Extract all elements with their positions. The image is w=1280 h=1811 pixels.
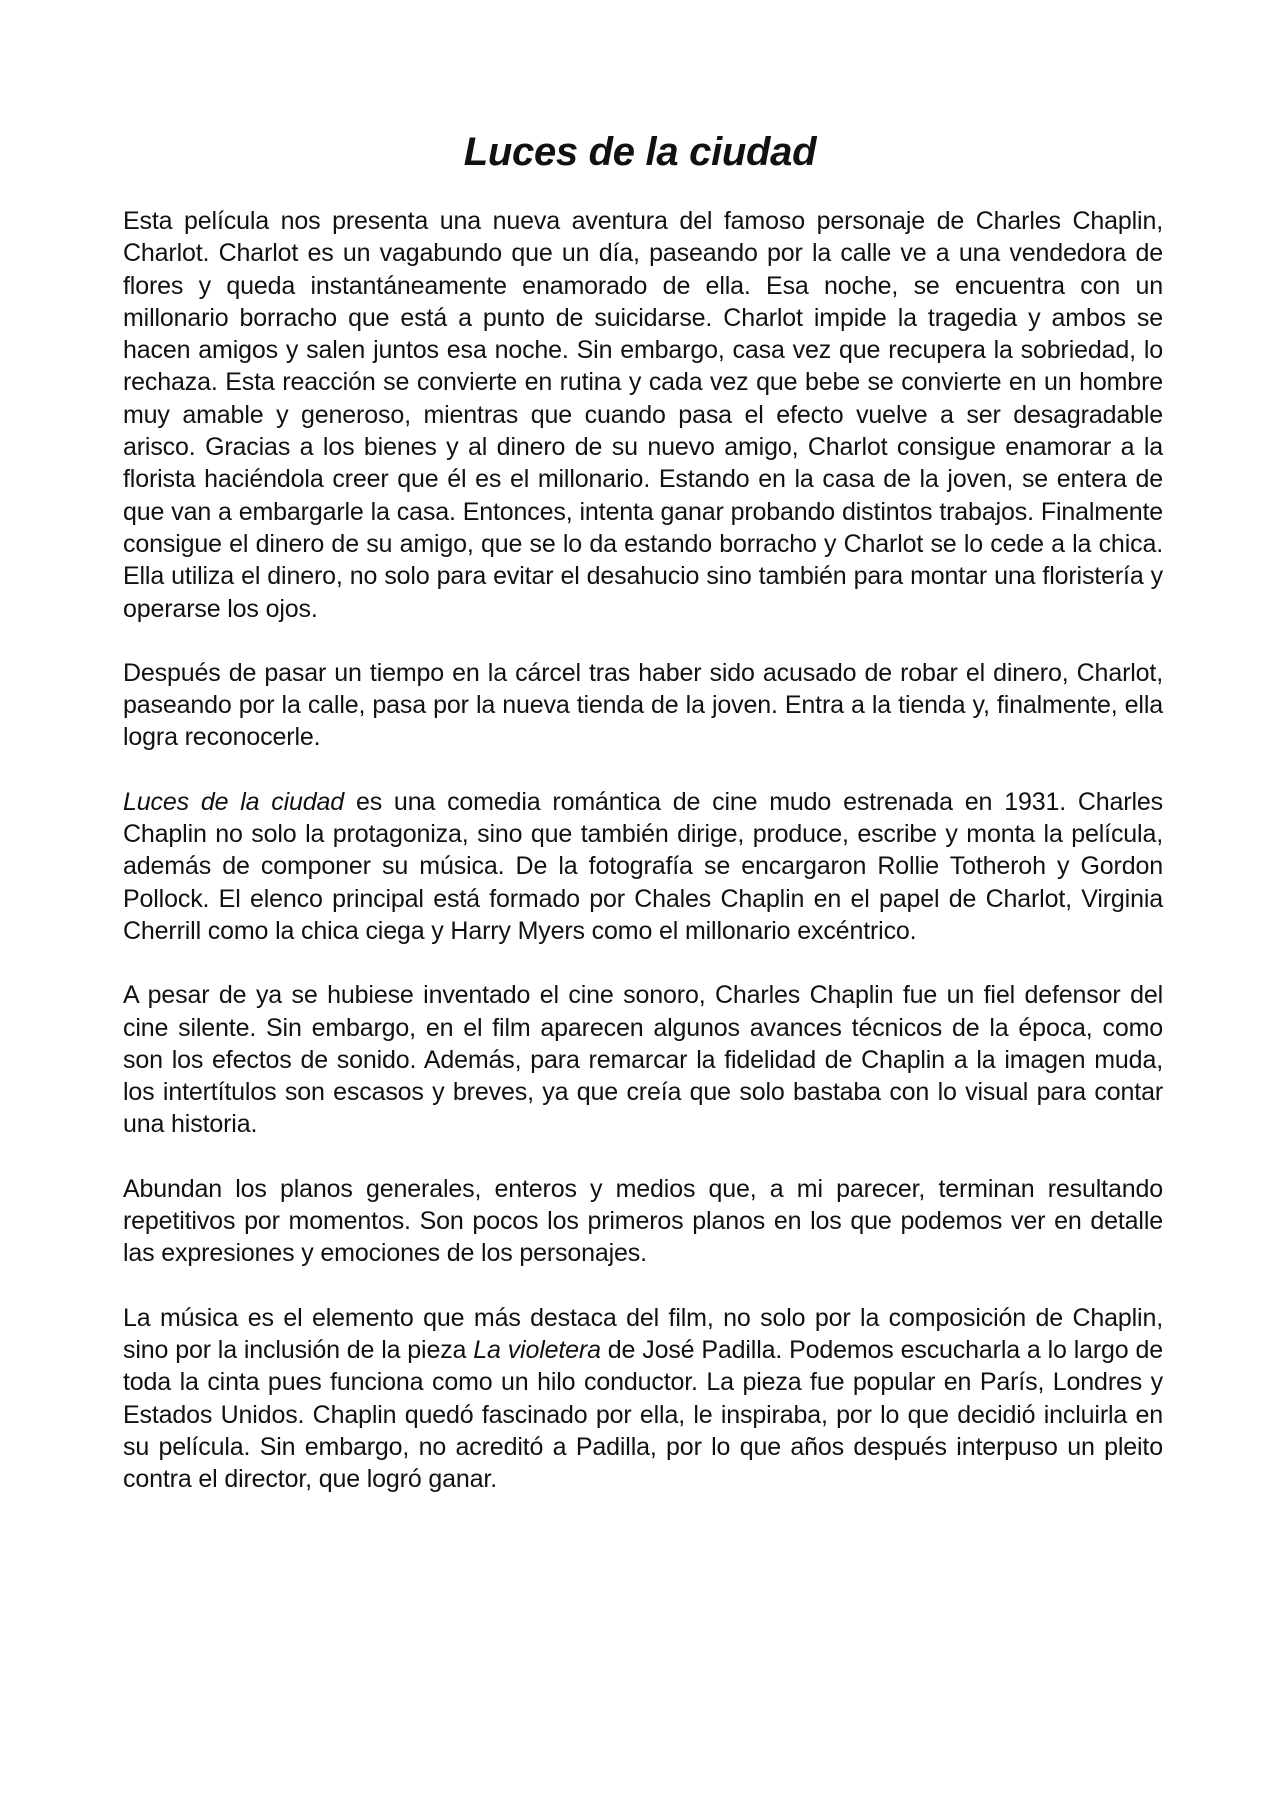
document-title: Luces de la ciudad xyxy=(463,130,817,174)
paragraph-text: Esta película nos presenta una nueva aventura del famoso personaje de Charles Chaplin, Charlot. Charlot es un vagabundo que un día, paseando por la calle ve a una vendedora de flores y queda instantáneamente enamorado de ella. Esa noche, se encuentra con un millonario borracho que está a punto de suicidarse. Charlot impide la tragedia y ambos se hacen amigos y salen juntos esa noche. Sin embargo, casa vez que recupera la sobriedad, lo rechaza. Esta reacción se convierte en rutina y cada vez que bebe se convierte en un hombre muy amable y generoso, mientras que cuando pasa el efecto vuelve a ser desagradable arisco. Gracias a los bienes y al dinero de su nuevo amigo, Charlot consigue enamorar a la florista haciéndola creer que él es el millonario. Estando en la casa de la joven, se entera de que van a embargarle la casa. Entonces, intenta ganar probando distintos trabajos. Finalmente consigue el dinero de su amigo, que se lo da estando borracho y Charlot se lo cede a la chica. Ella utiliza el dinero, no solo para evitar el desahucio sino también para montar una floristería y operarse los ojos. xyxy=(123,207,1163,623)
song-title-italic: La violetera xyxy=(473,1335,601,1364)
film-title-italic: Luces de la ciudad xyxy=(123,787,345,816)
paragraph-production xyxy=(123,786,1163,947)
paragraph-text: Abundan los planos generales, enteros y medios que, a mi parecer, terminan resultando repetitivos por momentos. Son pocos los primeros planos en los que podemos ver en detalle las expresiones y emociones de los personajes. xyxy=(123,1174,1163,1268)
paragraph-text: A pesar de ya se hubiese inventado el cine sonoro, Charles Chaplin fue un fiel defensor del cine silente. Sin embargo, en el film aparecen algunos avances técnicos de la época, como son los efectos de sonido. Además, para remarcar la fidelidad de Chaplin a la imagen muda, los intertítulos son escasos y breves, ya que creía que solo bastaba con lo visual para contar una historia. xyxy=(123,981,1163,1139)
paragraph-text: es una comedia romántica de cine mudo estrenada en 1931. Charles Chaplin no solo la protagoniza, sino que también dirige, produce, escribe y monta la película, además de componer su música. De la fotografía se encargaron Rollie Totheroh y Gordon Pollock. El elenco principal está formado por Chales Chaplin en el papel de Charlot, Virginia Cherrill como la chica ciega y Harry Myers como el millonario excéntrico. xyxy=(123,787,1163,945)
paragraph-text: Después de pasar un tiempo en la cárcel tras haber sido acusado de robar el dinero, Charlot, paseando por la calle, pasa por la nueva tienda de la joven. Entra a la tienda y, finalmente, ella logra reconocerle. xyxy=(123,658,1163,752)
paragraph-plot xyxy=(123,205,1163,625)
paragraph-text: de José Padilla. Podemos escucharla a lo largo de toda la cinta pues funciona como un hilo conductor. La pieza fue popular en París, Londres y Estados Unidos. Chaplin quedó fascinado por ella, le inspiraba, por lo que decidió incluirla en su película. Sin embargo, no acreditó a Padilla, por lo que años después interpuso un pleito contra el director, que logró ganar. xyxy=(123,1335,1163,1494)
paragraph-silent-cinema xyxy=(123,979,1163,1140)
paragraph-shots xyxy=(123,1173,1163,1270)
paragraph-text: La música es el elemento que más destaca del film, no solo por la composición de Chaplin, sino por la inclusión de la pieza xyxy=(123,1303,1163,1364)
document-body xyxy=(123,205,1163,1495)
paragraph-music xyxy=(123,1302,1163,1496)
paragraph-ending xyxy=(123,657,1163,754)
